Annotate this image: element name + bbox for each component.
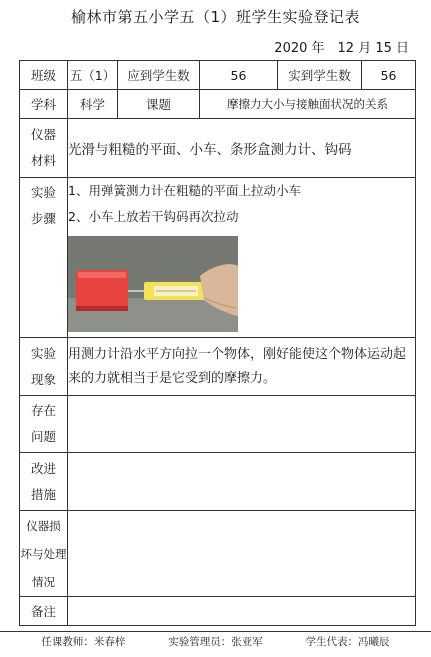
topic-value: 摩擦力大小与接触面状况的关系 <box>200 90 416 119</box>
improvements-row <box>20 453 416 511</box>
expected-students-label: 应到学生数 <box>118 61 200 90</box>
experiment-form <box>19 60 416 626</box>
damage-value <box>68 511 416 597</box>
damage-label <box>20 511 68 597</box>
actual-students-value: 56 <box>362 61 416 90</box>
damage-label-line3: 情况 <box>32 574 55 589</box>
materials-label-line1: 仪器 <box>30 127 56 142</box>
class-row <box>20 61 416 90</box>
experiment-photo-illustration <box>68 236 238 332</box>
improvements-value <box>68 453 416 511</box>
damage-row <box>20 511 416 597</box>
steps-label-line1: 实验 <box>30 185 56 200</box>
class-label: 班级 <box>20 61 68 90</box>
phenomenon-label-line1: 实验 <box>30 345 56 361</box>
materials-row <box>20 119 416 178</box>
phenomenon-label <box>20 338 68 396</box>
subject-value: 科学 <box>68 90 118 119</box>
problems-label-line2: 问题 <box>30 429 56 444</box>
steps-content <box>68 178 416 338</box>
improvements-label-line1: 改进 <box>30 460 56 476</box>
student-rep-signature: 学生代表：冯曦辰 <box>305 636 390 648</box>
teacher-signature: 任课教师：米春梓 <box>41 636 126 648</box>
notes-value <box>68 597 416 626</box>
phenomenon-label-line2: 现象 <box>30 371 56 387</box>
materials-label <box>20 119 68 178</box>
notes-row <box>20 597 416 626</box>
date: 2020 年 12 月 15 日 <box>274 41 409 56</box>
problems-label <box>20 396 68 453</box>
step-item: 1、用弹簧测力计在粗糙的平面上拉动小车 <box>68 183 301 198</box>
materials-label-line2: 材料 <box>30 153 56 168</box>
damage-label-line2: 坏与处理 <box>20 546 67 561</box>
experiment-photo <box>68 236 238 332</box>
subject-label: 学科 <box>20 90 68 119</box>
notes-label: 备注 <box>20 597 68 626</box>
improvements-label <box>20 453 68 511</box>
steps-row <box>20 178 416 338</box>
topic-label: 课题 <box>118 90 200 119</box>
expected-students-value: 56 <box>200 61 278 90</box>
step-item: 2、小车上放若干钩码再次拉动 <box>68 209 239 224</box>
signature-footer <box>0 631 431 649</box>
subject-row <box>20 90 416 119</box>
steps-label-line2: 步骤 <box>30 211 56 226</box>
problems-value <box>68 396 416 453</box>
materials-value: 光滑与粗糙的平面、小车、条形盒测力计、钩码 <box>68 119 416 178</box>
phenomenon-value: 用测力计沿水平方向拉一个物体，刚好能使这个物体运动起来的力就相当于是它受到的摩擦力。 <box>68 338 416 396</box>
class-value: 五（1） <box>68 61 118 90</box>
problems-row <box>20 396 416 453</box>
damage-label-line1: 仪器损 <box>26 518 61 533</box>
actual-students-label: 实到学生数 <box>278 61 362 90</box>
problems-label-line1: 存在 <box>30 403 56 418</box>
page-title: 榆林市第五小学五（1）班学生实验登记表 <box>70 8 361 26</box>
steps-label <box>20 178 68 338</box>
lab-admin-signature: 实验管理员：张亚军 <box>168 636 263 648</box>
improvements-label-line2: 措施 <box>30 486 56 502</box>
phenomenon-row <box>20 338 416 396</box>
